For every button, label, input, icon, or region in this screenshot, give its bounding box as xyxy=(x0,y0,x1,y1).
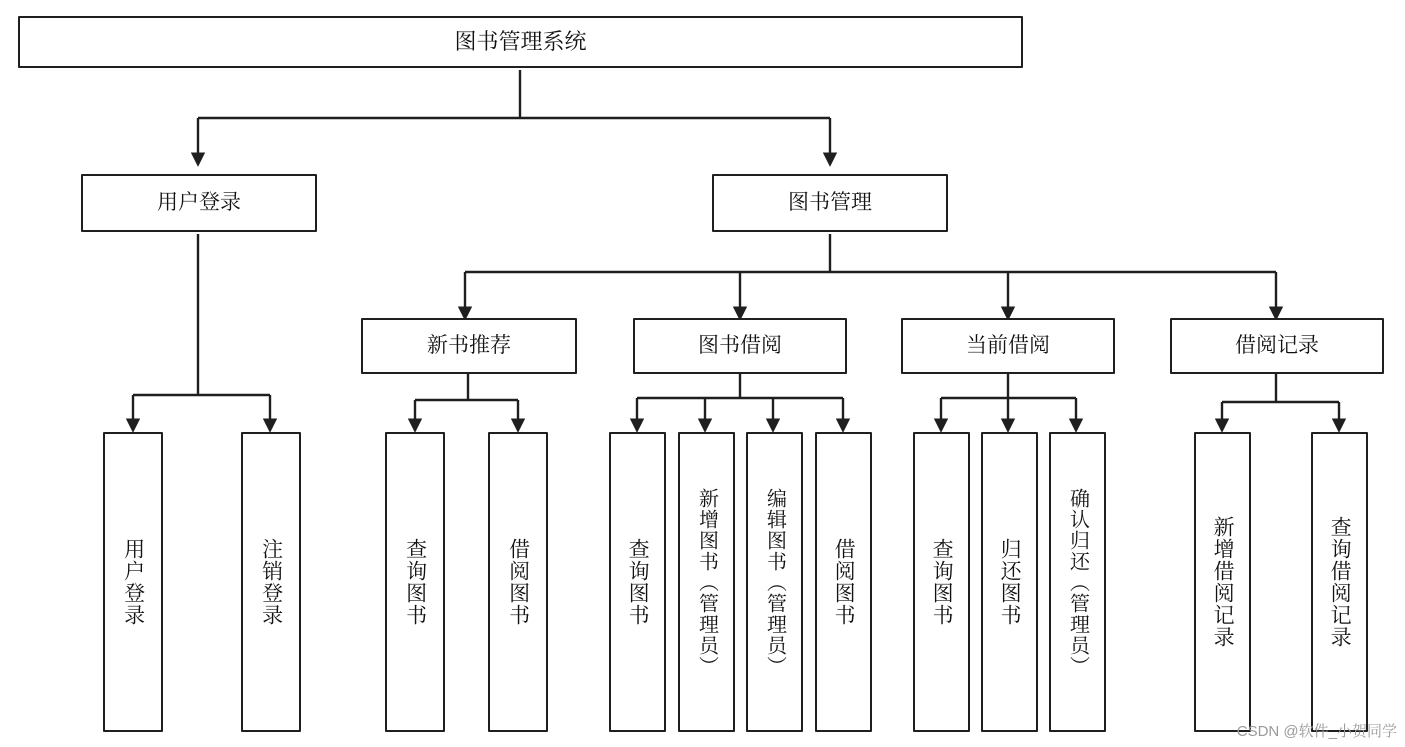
leaf-query-book-borrow[interactable]: 查询图书 xyxy=(609,432,666,732)
leaf-borrow-book-recommend[interactable]: 借阅图书 xyxy=(488,432,548,732)
node-new-book-recommend[interactable]: 新书推荐 xyxy=(361,318,577,374)
leaf-edit-book-admin[interactable]: 编辑图书（管理员） xyxy=(746,432,803,732)
node-root[interactable]: 图书管理系统 xyxy=(18,16,1023,68)
leaf-query-book-recommend[interactable]: 查询图书 xyxy=(385,432,445,732)
leaf-return-book[interactable]: 归还图书 xyxy=(981,432,1038,732)
leaf-borrow-book[interactable]: 借阅图书 xyxy=(815,432,872,732)
leaf-add-book-admin[interactable]: 新增图书（管理员） xyxy=(678,432,735,732)
node-borrow-records[interactable]: 借阅记录 xyxy=(1170,318,1384,374)
node-current-borrow[interactable]: 当前借阅 xyxy=(901,318,1115,374)
watermark: CSDN @软件_小贺同学 xyxy=(1236,723,1397,740)
node-book-borrow[interactable]: 图书借阅 xyxy=(633,318,847,374)
leaf-add-borrow-record[interactable]: 新增借阅记录 xyxy=(1194,432,1251,732)
leaf-query-book-current[interactable]: 查询图书 xyxy=(913,432,970,732)
leaf-logout[interactable]: 注销登录 xyxy=(241,432,301,732)
leaf-user-login[interactable]: 用户登录 xyxy=(103,432,163,732)
leaf-confirm-return-admin[interactable]: 确认归还（管理员） xyxy=(1049,432,1106,732)
node-book-management[interactable]: 图书管理 xyxy=(712,174,948,232)
leaf-query-borrow-record[interactable]: 查询借阅记录 xyxy=(1311,432,1368,732)
node-user-login[interactable]: 用户登录 xyxy=(81,174,317,232)
